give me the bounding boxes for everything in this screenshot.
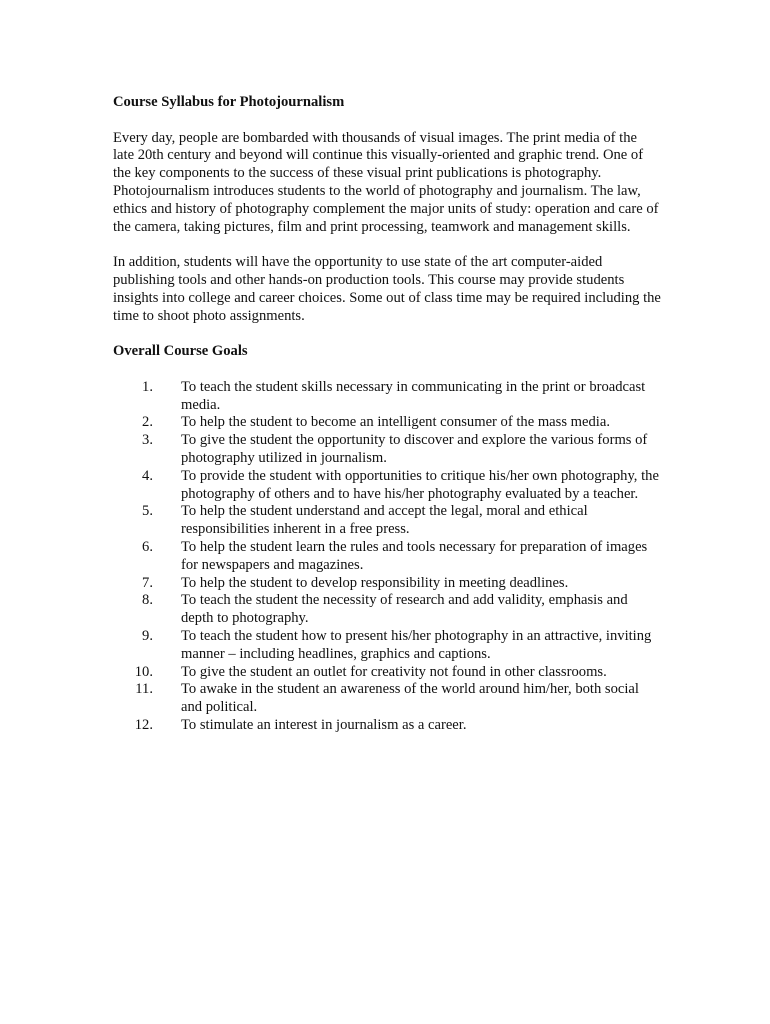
goal-number: 11. — [135, 681, 153, 698]
goal-text: To help the student understand and accept the legal, moral and ethical responsibilities inherent in a free press. — [181, 503, 588, 538]
goal-item — [113, 664, 661, 682]
goal-text: To help the student learn the rules and tools necessary for preparation of images for newspapers and magazines. — [181, 538, 648, 573]
goal-item — [113, 717, 661, 735]
goal-text: To teach the student how to present his/her photography in an attractive, inviting manner – including headlines, graphics and captions. — [181, 627, 652, 662]
goal-number: 8. — [142, 592, 153, 609]
goal-number: 6. — [142, 538, 153, 555]
goal-item — [113, 468, 661, 504]
goal-number: 3. — [142, 432, 153, 449]
goal-number: 2. — [142, 414, 153, 431]
goal-item — [113, 539, 661, 575]
goal-item — [113, 628, 661, 664]
goal-item — [113, 575, 661, 593]
goal-item — [113, 503, 661, 539]
goal-number: 7. — [142, 574, 153, 591]
goal-item — [113, 414, 661, 432]
goal-item — [113, 379, 661, 415]
goal-number: 1. — [142, 378, 153, 395]
goals-list — [113, 379, 661, 735]
goal-text: To help the student to develop responsibility in meeting deadlines. — [181, 574, 569, 591]
goals-heading: Overall Course Goals — [113, 343, 248, 360]
goal-text: To give the student an outlet for creativity not found in other classrooms. — [181, 663, 607, 680]
goal-text: To stimulate an interest in journalism as a career. — [181, 716, 467, 733]
goal-item — [113, 681, 661, 717]
goal-text: To teach the student skills necessary in communicating in the print or broadcast media. — [181, 378, 646, 413]
goal-text: To help the student to become an intelligent consumer of the mass media. — [181, 414, 610, 431]
goal-number: 4. — [142, 467, 153, 484]
goal-text: To provide the student with opportunities to critique his/her own photography, the photography of others and to have his/her photography evaluated by a teacher. — [181, 467, 659, 502]
goal-number: 12. — [134, 716, 153, 733]
goal-text: To awake in the student an awareness of the world around him/her, both social and political. — [181, 681, 639, 716]
additional-paragraph: In addition, students will have the opportunity to use state of the art computer-aided publishing tools and other hands-on production tools. This course may provide students insights into college and career choices. Some out of class time may be required including the time to shoot photo assignments. — [113, 254, 661, 324]
goal-item — [113, 432, 661, 468]
goal-text: To give the student the opportunity to discover and explore the various forms of photography utilized in journalism. — [181, 432, 648, 466]
goal-number: 10. — [134, 663, 153, 680]
page-title: Course Syllabus for Photojournalism — [113, 94, 345, 110]
goal-item — [113, 592, 661, 628]
intro-paragraph: Every day, people are bombarded with thousands of visual images. The print media of the late 20th century and beyond will continue this visually-oriented and graphic trend. One of the key components to the success of these visual print publications is photography. Photojournalism introduces students to the world of photography and journalism. The law, ethics and history of photography complement the major units of study: operation and care of the camera, taking pictures, film and print processing, teamwork and management skills. — [113, 129, 659, 235]
goal-number: 5. — [142, 503, 153, 520]
goal-text: To teach the student the necessity of research and add validity, emphasis and depth to photography. — [181, 592, 628, 627]
document-body — [113, 94, 661, 735]
goal-number: 9. — [142, 627, 153, 644]
